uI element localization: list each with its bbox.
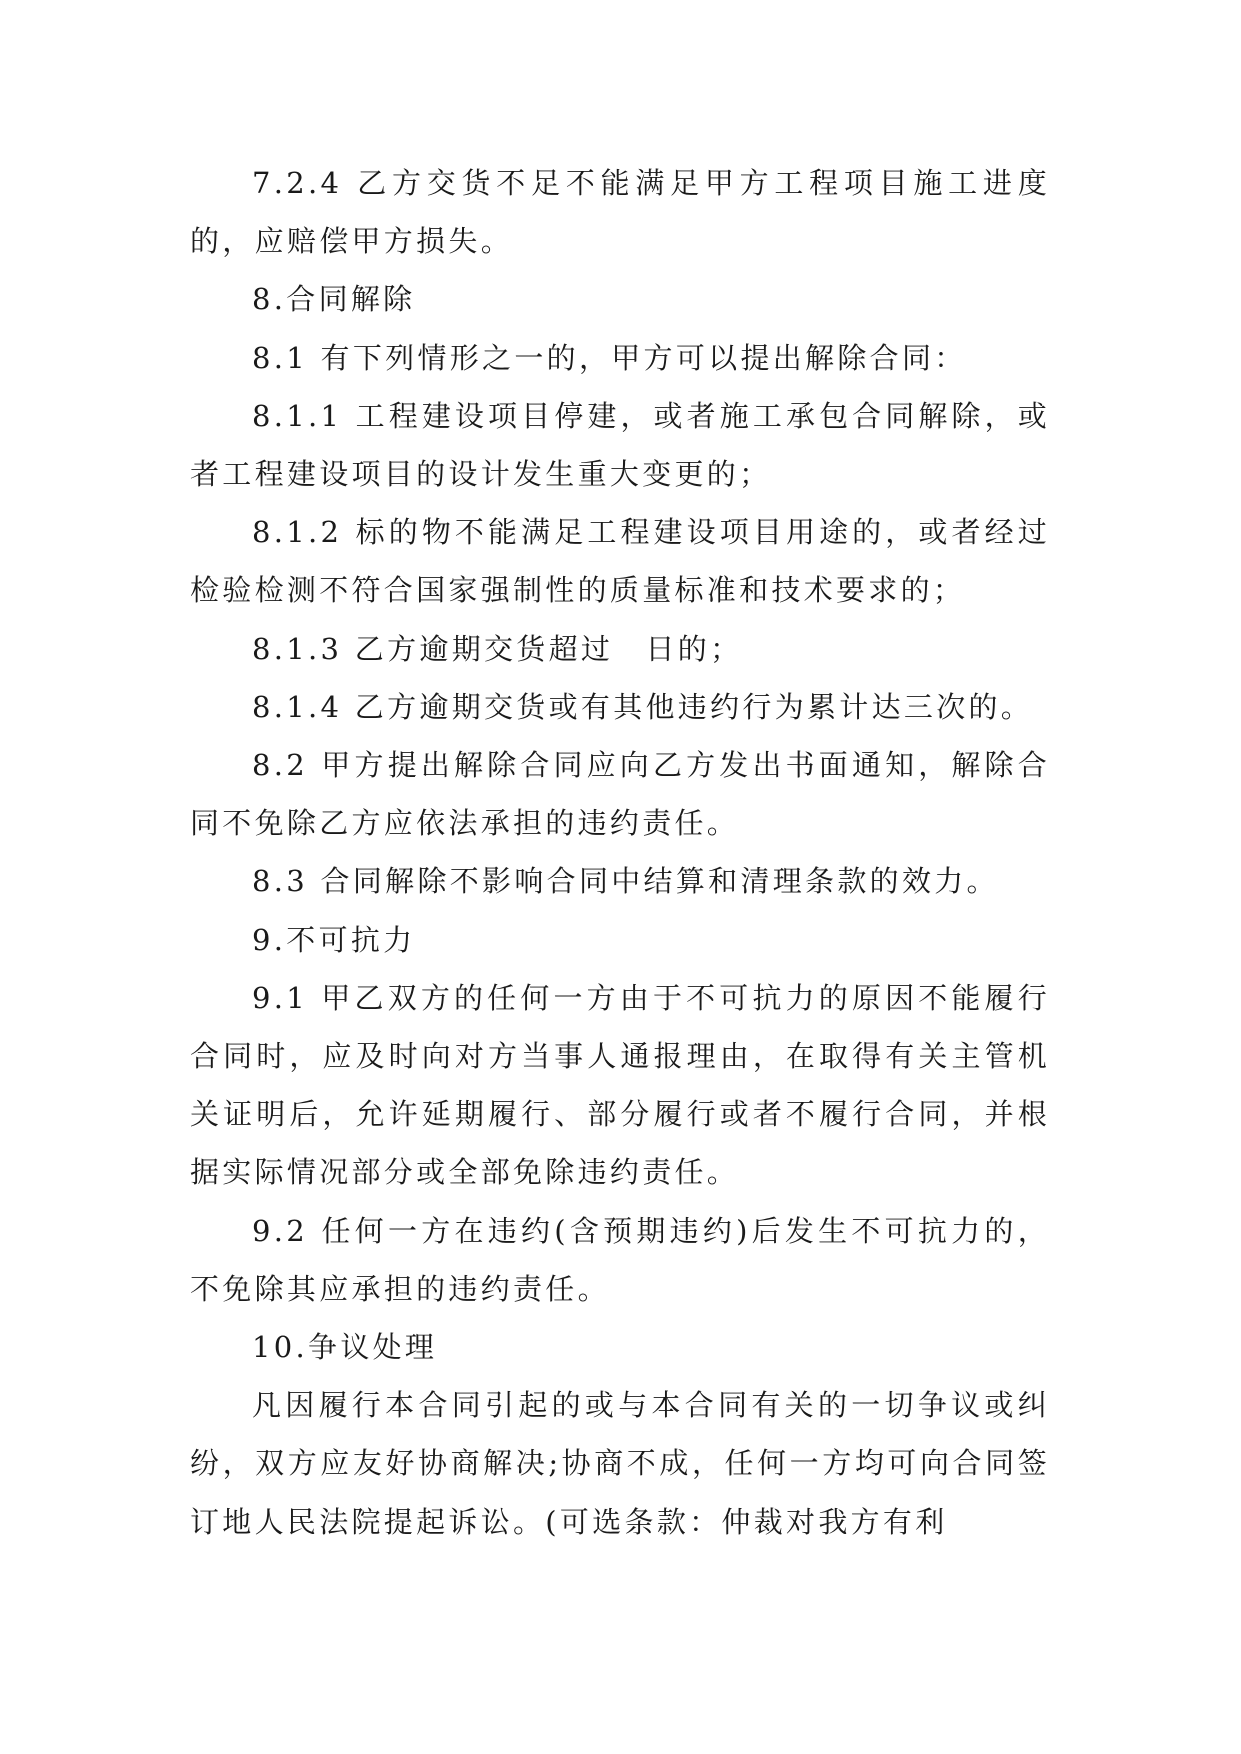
paragraph-7-2-4: 7.2.4 乙方交货不足不能满足甲方工程项目施工进度的，应赔偿甲方损失。 — [190, 166, 1050, 259]
document-body — [190, 154, 1050, 1551]
section-heading-contract-termination: 8.合同解除 — [252, 282, 416, 317]
section-heading-force-majeure: 9.不可抗力 — [252, 922, 416, 957]
paragraph-10-body: 凡因履行本合同引起的或与本合同有关的一切争议或纠纷，双方应友好协商解决;协商不成，任何一方均可向合同签订地人民法院提起诉讼。(可选条款：仲裁对我方有利 — [190, 1388, 1050, 1539]
paragraph-8-2: 8.2 甲方提出解除合同应向乙方发出书面通知，解除合同不免除乙方应依法承担的违约责任。 — [190, 748, 1050, 841]
paragraph-8-3: 8.3 合同解除不影响合同中结算和清理条款的效力。 — [252, 864, 999, 899]
paragraph-8-1-1: 8.1.1 工程建设项目停建，或者施工承包合同解除，或者工程建设项目的设计发生重大变更的； — [190, 398, 1050, 492]
paragraph-8-1-2: 8.1.2 标的物不能满足工程建设项目用途的，或者经过检验检测不符合国家强制性的质量标准和技术要求的； — [190, 515, 1050, 608]
section-heading-dispute-resolution: 10.争议处理 — [252, 1330, 438, 1365]
paragraph-8-1: 8.1 有下列情形之一的，甲方可以提出解除合同： — [252, 340, 967, 375]
paragraph-8-1-3: 8.1.3 乙方逾期交货超过 日的； — [252, 631, 743, 666]
paragraph-9-1: 9.1 甲乙双方的任何一方由于不可抗力的原因不能履行合同时，应及时向对方当事人通报理由，在取得有关主管机关证明后，允许延期履行、部分履行或者不履行合同，并根据实际情况部分或全部免除违约责任。 — [190, 980, 1050, 1190]
paragraph-9-2: 9.2 任何一方在违约(含预期违约)后发生不可抗力的，不免除其应承担的违约责任。 — [190, 1213, 1050, 1306]
paragraph-8-1-4: 8.1.4 乙方逾期交货或有其他违约行为累计达三次的。 — [252, 689, 1034, 724]
